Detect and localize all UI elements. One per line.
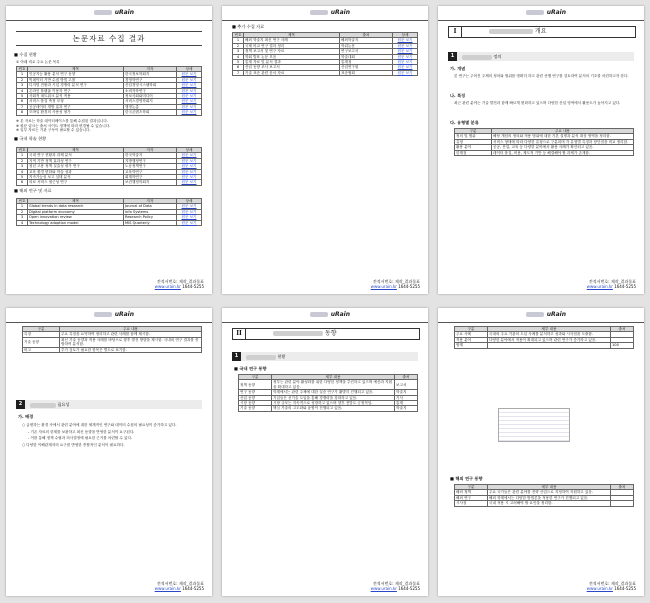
original-link[interactable]: 원문 보기 bbox=[397, 70, 413, 75]
results-table-3 bbox=[16, 198, 202, 226]
column-header: 주요 내용 bbox=[492, 129, 634, 134]
table-cell: Info Systems bbox=[124, 209, 177, 214]
original-link[interactable]: 원문 보기 bbox=[397, 65, 413, 70]
column-header: 번호 bbox=[233, 33, 244, 38]
column-header: 저자 bbox=[124, 199, 177, 204]
original-link[interactable]: 원문 보기 bbox=[181, 77, 197, 82]
table-cell: 회계학연구 bbox=[124, 175, 177, 180]
original-link[interactable]: 원문 보기 bbox=[181, 153, 197, 158]
table-cell: 연구 동향 bbox=[239, 390, 272, 395]
header-logo: uRain bbox=[546, 311, 566, 318]
page-header bbox=[6, 6, 212, 21]
table-cell: 기술 동향 bbox=[23, 337, 60, 347]
column-header: 제목 bbox=[28, 67, 124, 72]
column-header: 번호 bbox=[17, 148, 28, 153]
column-header: 번호 bbox=[17, 199, 28, 204]
section-bar: 1 현황 bbox=[232, 352, 418, 361]
original-link[interactable]: 원문 보기 bbox=[181, 209, 197, 214]
column-header: 상세 bbox=[177, 67, 202, 72]
table-cell: 활용 분야 bbox=[455, 145, 492, 150]
header-logo: uRain bbox=[330, 9, 350, 16]
original-link[interactable]: 원문 보기 bbox=[397, 54, 413, 59]
table-row bbox=[455, 150, 634, 155]
page-footer: 견적서번호: 제작_결과물표 www.urain.kr 1644-5255 bbox=[154, 279, 204, 289]
table-cell bbox=[611, 501, 634, 506]
table-cell: 3 bbox=[17, 164, 28, 169]
column-header: 세부 내용 bbox=[488, 485, 611, 490]
table-cell: 국제 비교 연구 결과 정리 bbox=[244, 43, 340, 48]
table-row bbox=[17, 110, 202, 115]
document-page-3 bbox=[438, 6, 644, 294]
document-page-6 bbox=[438, 308, 644, 596]
table-cell: 6 bbox=[17, 180, 28, 185]
table-cell: 정의 및 범위 bbox=[455, 134, 492, 139]
trend-table-continued bbox=[454, 326, 634, 349]
original-link[interactable]: 원문 보기 bbox=[181, 180, 197, 185]
logo-mark bbox=[94, 10, 112, 15]
note-line: ※ 본 자료는 학술 데이터베이스를 통해 수집된 결과입니다. bbox=[16, 119, 108, 123]
document-page-5 bbox=[222, 308, 428, 596]
trend-table bbox=[238, 374, 418, 412]
column-header: 상세 bbox=[393, 33, 418, 38]
table-cell: 학술지 bbox=[395, 406, 418, 411]
original-link[interactable]: 원문 보기 bbox=[397, 38, 413, 43]
table-cell: Journal of Data bbox=[124, 204, 177, 209]
table-cell: 국내 연구 현황과 과제 분석 bbox=[28, 153, 124, 158]
column-header: 상세 bbox=[177, 199, 202, 204]
section-bar: 2 필요성 bbox=[16, 400, 202, 409]
page-footer: 견적서번호: 제작_결과물표 www.urain.kr 1644-5255 bbox=[586, 581, 636, 591]
table-cell: 4 bbox=[17, 220, 28, 225]
document-page-4 bbox=[6, 308, 212, 596]
overseas-table bbox=[454, 484, 634, 507]
table-cell bbox=[177, 220, 202, 225]
table-cell: Research Policy bbox=[124, 215, 177, 220]
table-cell: 한계점 bbox=[455, 150, 492, 155]
table-cell: 산업경영시스템학회 bbox=[124, 83, 177, 88]
logo-mark bbox=[310, 312, 328, 317]
page-footer: 견적서번호: 제작_결과물표 www.urain.kr 1644-5255 bbox=[370, 581, 420, 591]
original-link[interactable]: 원문 보기 bbox=[397, 43, 413, 48]
notes bbox=[16, 119, 202, 133]
column-header: 저자 bbox=[124, 148, 177, 153]
table-cell: 시사점 bbox=[455, 501, 488, 506]
table-cell: 2 bbox=[233, 43, 244, 48]
column-header: 제목 bbox=[244, 33, 340, 38]
column-header: 주요 내용 bbox=[60, 327, 202, 332]
table-cell: 산업 동향 조사 보고서 bbox=[244, 65, 340, 70]
table-cell: 다양한 분야에서 적용이 확대되고 있으며 관련 연구가 증가하고 있음. bbox=[488, 337, 611, 342]
table-cell: 의료 서비스 접근성 연구 bbox=[28, 180, 124, 185]
table-cell: 기업들은 신기술 도입을 통해 경쟁력을 강화하고 있음. bbox=[272, 395, 395, 400]
column-header: 구분 bbox=[455, 485, 488, 490]
table-cell: 보고서 bbox=[395, 380, 418, 390]
table-cell: 1 bbox=[17, 153, 28, 158]
table-cell: 공공, 산업, 교육 등 다양한 분야에서 활용 사례가 확산되고 있음. bbox=[492, 145, 634, 150]
column-header: 상세 bbox=[177, 148, 202, 153]
table-cell: 1 bbox=[233, 38, 244, 43]
table-cell: 5 bbox=[17, 94, 28, 99]
table-row bbox=[239, 380, 418, 390]
table-cell: MIS Quarterly bbox=[124, 220, 177, 225]
table-row bbox=[455, 501, 634, 506]
table-cell: 해외 학계에서는 다양한 방법론을 적용한 연구가 진행되고 있음. bbox=[488, 495, 611, 500]
table-cell: 추가 검토가 필요한 항목은 별도로 표기함. bbox=[60, 347, 202, 352]
column-header: 제목 bbox=[28, 199, 124, 204]
header-logo: uRain bbox=[114, 311, 134, 318]
logo-mark bbox=[94, 312, 112, 317]
results-table bbox=[232, 32, 418, 76]
subheading: ■ 해외 연구 동향 bbox=[450, 476, 483, 481]
table-cell: 지방행정연구 bbox=[124, 158, 177, 163]
subheading: 가. 개념 bbox=[450, 66, 466, 71]
table-row bbox=[233, 70, 418, 75]
document-page-2 bbox=[222, 6, 428, 294]
page-header bbox=[6, 308, 212, 323]
table-cell: 국내 적용 시 고려해야 할 요인을 정리함. bbox=[488, 501, 611, 506]
results-table-2 bbox=[16, 147, 202, 186]
table-cell: 100 bbox=[611, 343, 634, 348]
table-cell: 산업연구원 bbox=[340, 65, 393, 70]
table-cell: 3 bbox=[17, 83, 28, 88]
table-cell: 유형 bbox=[455, 139, 492, 144]
page-header bbox=[222, 308, 428, 323]
footer-link[interactable]: www.urain.kr bbox=[586, 284, 613, 289]
summary-table bbox=[22, 326, 202, 353]
bullet-item: ○ 다양한 이해관계자의 요구를 반영한 종합적인 분석이 필요하다. bbox=[22, 442, 125, 447]
footer-link[interactable]: www.urain.kr bbox=[370, 586, 397, 591]
page-header bbox=[222, 6, 428, 21]
original-link[interactable]: 원문 보기 bbox=[181, 220, 197, 225]
table-cell: 표준협회 bbox=[340, 70, 393, 75]
bullet-list bbox=[22, 423, 202, 449]
table-cell: 5 bbox=[17, 175, 28, 180]
table-row bbox=[17, 220, 202, 225]
table-cell: 6 bbox=[17, 99, 28, 104]
table-cell bbox=[393, 70, 418, 75]
table-cell: 정책 동향 bbox=[239, 380, 272, 390]
table-cell bbox=[177, 180, 202, 185]
note-line: ※ 원문 링크는 출처 사이트 정책에 따라 변경될 수 있습니다. bbox=[16, 123, 111, 128]
table-cell: 통계청 bbox=[340, 60, 393, 65]
column-header: 출처 bbox=[340, 33, 393, 38]
column-header: 저자 bbox=[124, 67, 177, 72]
table-cell: 적용 분야 bbox=[455, 337, 488, 342]
table-cell: 기술 표준 관련 문서 자료 bbox=[244, 70, 340, 75]
table-cell: 서비스 품질 측정 모형 bbox=[28, 99, 124, 104]
table-cell: 인공지능 활용 분석 연구 동향 bbox=[28, 72, 124, 77]
section-heading: ■ 국내 학술 현황 bbox=[14, 136, 47, 141]
table-cell: 정부는 관련 분야 활성화를 위한 다양한 정책을 추진하고 있으며 예산과 지원을 확대하고 있음. bbox=[272, 380, 395, 390]
table-cell: 지속가능성 보고 실태 분석 bbox=[28, 175, 124, 180]
table-cell: 학계에서는 관련 주제에 대한 실증 연구가 활발히 진행되고 있음. bbox=[272, 390, 395, 395]
footer-link[interactable]: www.urain.kr bbox=[154, 284, 181, 289]
header-logo: uRain bbox=[546, 9, 566, 16]
column-header: 번호 bbox=[17, 67, 28, 72]
subheading: 나. 특징 bbox=[450, 93, 466, 98]
paragraph: 본 연구는 주어진 주제의 정의와 범위를 명확히 하고 관련 선행 연구를 검토하여 분석의 기초를 마련하고자 한다. bbox=[454, 74, 629, 78]
section-heading: ■ 해외 연구 및 자료 bbox=[14, 188, 52, 193]
table-cell: 1 bbox=[17, 204, 28, 209]
table-cell: 경영학연구 bbox=[124, 77, 177, 82]
table-cell: 공공데이터 개방 효과 연구 bbox=[28, 104, 124, 109]
chapter-heading: II 동향 bbox=[232, 328, 420, 340]
table-cell: 7 bbox=[233, 70, 244, 75]
table-cell: 한국정보학회지 bbox=[124, 72, 177, 77]
column-header: 제목 bbox=[28, 148, 124, 153]
table-cell: 1 bbox=[17, 72, 28, 77]
page-footer: 견적서번호: 제작_결과물표 www.urain.kr 1644-5255 bbox=[370, 279, 420, 289]
table-cell: 4 bbox=[17, 88, 28, 93]
table-cell: 7 bbox=[17, 104, 28, 109]
logo-mark bbox=[526, 10, 544, 15]
table-cell: 노동정책연구 bbox=[124, 164, 177, 169]
section-heading: ■ 수집 현황 bbox=[14, 52, 37, 57]
page-header bbox=[438, 6, 644, 21]
table-cell: 해외학술지 bbox=[340, 38, 393, 43]
table-cell: 통계 bbox=[395, 401, 418, 406]
table-cell: 시장 동향 bbox=[239, 401, 272, 406]
table-cell: 6 bbox=[233, 65, 244, 70]
table-cell: 한국학술지 bbox=[124, 153, 177, 158]
table-cell: 주요 특징을 요약하여 정리하고 관련 사례를 함께 제시함. bbox=[60, 332, 202, 337]
original-link[interactable]: 원문 보기 bbox=[181, 94, 197, 99]
table-cell: 서비스경영학회지 bbox=[124, 99, 177, 104]
original-link[interactable]: 원문 보기 bbox=[397, 49, 413, 54]
subheading: ■ 국내 연구 동향 bbox=[234, 366, 267, 371]
table-cell: 서비스 형태에 따라 다양한 유형으로 구분되며 각 유형별 특징과 장단점을 비교 정리함. bbox=[492, 139, 634, 144]
original-link[interactable]: 원문 보기 bbox=[181, 99, 197, 104]
table-cell: 최신 기술 동향과 적용 사례를 바탕으로 향후 발전 방향을 제시함. 국내외 연구 결과를 종합하여 분석함. bbox=[60, 337, 202, 347]
table-cell: 학술대회 bbox=[340, 54, 393, 59]
footer-link[interactable]: www.urain.kr bbox=[154, 586, 181, 591]
page-footer: 견적서번호: 제작_결과물표 www.urain.kr 1644-5255 bbox=[586, 279, 636, 289]
column-header: 구분 bbox=[455, 129, 492, 134]
subheading: 다. 유형별 분류 bbox=[450, 120, 479, 125]
original-link[interactable]: 원문 보기 bbox=[181, 104, 197, 109]
subheading: ① 아래 비교 주요 논문 목록 bbox=[16, 60, 60, 64]
table-cell: 3 bbox=[17, 215, 28, 220]
note-line: ※ 일부 자료는 기관 구독이 필요할 수 있습니다. bbox=[16, 128, 91, 133]
table-cell: 해당 개념의 정의와 적용 범위에 대한 기본 설명과 분석 대상 영역을 정리함. bbox=[492, 134, 634, 139]
table-cell: 2 bbox=[17, 77, 28, 82]
page-header bbox=[438, 308, 644, 323]
original-link[interactable]: 원문 보기 bbox=[181, 88, 197, 93]
table-cell: 산업 동향 bbox=[239, 395, 272, 400]
table-cell bbox=[177, 110, 202, 115]
section-bar: 1 정의 bbox=[448, 52, 634, 61]
table-cell: 교육학연구 bbox=[124, 169, 177, 174]
page-footer: 견적서번호: 제작_결과물표 www.urain.kr 1644-5255 bbox=[154, 581, 204, 591]
table-cell: 합계 bbox=[455, 343, 488, 348]
table-cell: 디지털 전환과 기업 경쟁력 분석 연구 bbox=[28, 83, 124, 88]
table-cell: 2 bbox=[17, 209, 28, 214]
column-header: 구분 bbox=[23, 327, 60, 332]
table-cell: 사회적 네트워크 분석 적용 bbox=[28, 94, 124, 99]
table-cell: 3 bbox=[233, 49, 244, 54]
table-cell: 모바일 환경의 사용성 평가 bbox=[28, 110, 124, 115]
table-cell: 한국콘텐츠학회 bbox=[124, 110, 177, 115]
table-cell: 해외 연구 bbox=[455, 495, 488, 500]
column-header: 출처 bbox=[611, 327, 634, 332]
footer-link[interactable]: www.urain.kr bbox=[370, 284, 397, 289]
table-cell: 8 bbox=[17, 110, 28, 115]
chapter-heading: I 개요 bbox=[448, 26, 636, 38]
results-table-1 bbox=[16, 66, 202, 116]
section-heading: ■ 추가 수집 자료 bbox=[232, 24, 265, 29]
table-cell bbox=[488, 343, 611, 348]
table-cell: 소비자학연구 bbox=[124, 88, 177, 93]
header-logo: uRain bbox=[330, 311, 350, 318]
table-cell: 4 bbox=[17, 169, 28, 174]
table-cell: Technology adoption model bbox=[28, 220, 124, 225]
table-cell: 4 bbox=[233, 54, 244, 59]
logo-mark bbox=[310, 10, 328, 15]
table-cell: 5 bbox=[233, 60, 244, 65]
table-cell: 국내외 주요 기관의 도입 사례를 분석하고 성과와 시사점을 도출함. bbox=[488, 332, 611, 337]
original-link[interactable]: 원문 보기 bbox=[397, 60, 413, 65]
paragraph: 최근 관련 분야는 기술 발전과 함께 빠르게 변화하고 있으며 다양한 산업 영역에서 활용도가 높아지고 있다. bbox=[454, 101, 621, 105]
bullet-item: - 이를 통해 정책 수립과 의사결정에 필요한 근거를 마련할 수 있다. bbox=[28, 436, 133, 441]
table-cell: 특징 bbox=[23, 332, 60, 337]
original-link[interactable]: 원문 보기 bbox=[181, 110, 197, 115]
table-cell: 기사 bbox=[395, 395, 418, 400]
table-cell: 데이터 품질, 비용, 제도적 기반 등 해결해야 할 과제가 존재함. bbox=[492, 150, 634, 155]
original-link[interactable]: 원문 보기 bbox=[181, 83, 197, 88]
table-row bbox=[23, 347, 202, 352]
table-cell: 교육 환경 변화와 학습 성과 bbox=[28, 169, 124, 174]
table-cell: Global trends in data research bbox=[28, 204, 124, 209]
logo-mark bbox=[526, 312, 544, 317]
original-link[interactable]: 원문 보기 bbox=[181, 204, 197, 209]
table-cell: 기술 동향 bbox=[239, 406, 272, 411]
table-row bbox=[239, 406, 418, 411]
column-header: 출처 bbox=[395, 375, 418, 380]
original-link[interactable]: 원문 보기 bbox=[181, 175, 197, 180]
table-cell: 학위논문 bbox=[340, 43, 393, 48]
column-header: 세부 내용 bbox=[488, 327, 611, 332]
table-cell: 주요 사례 bbox=[455, 332, 488, 337]
document-page-1 bbox=[6, 6, 212, 294]
column-header: 구분 bbox=[239, 375, 272, 380]
original-link[interactable]: 원문 보기 bbox=[181, 158, 197, 163]
table-row bbox=[23, 337, 202, 347]
table-cell: 온라인 플랫폼 이용자 연구 bbox=[28, 88, 124, 93]
table-cell: 시장 규모는 지속적으로 성장하고 있으며 향후 전망도 긍정적임. bbox=[272, 401, 395, 406]
page-title: 논문자료 수집 결과 bbox=[16, 31, 202, 46]
table-cell: 보건행정학회지 bbox=[124, 180, 177, 185]
table-row bbox=[17, 180, 202, 185]
table-cell: 해외 정책 bbox=[455, 490, 488, 495]
table-cell: 주요 국가들은 관련 분야를 전략 산업으로 지정하여 지원하고 있음. bbox=[488, 490, 611, 495]
header-logo: uRain bbox=[114, 9, 134, 16]
table-row bbox=[455, 343, 634, 348]
column-header: 출처 bbox=[611, 485, 634, 490]
table-cell: 해외 학술지 최신 연구 사례 bbox=[244, 38, 340, 43]
table-cell: 청년 고용 정책 실효성 평가 연구 bbox=[28, 164, 124, 169]
original-link[interactable]: 원문 보기 bbox=[181, 164, 197, 169]
table-cell: 지역 기반 정책 효과성 연구 bbox=[28, 158, 124, 163]
bullet-item: ○ 급변하는 환경 속에서 관련 분야에 대한 체계적인 연구와 데이터 수집의 필요성이 증가하고 있다. bbox=[22, 423, 177, 427]
table-cell: 빅데이터 기반 수집 방법 고찰 bbox=[28, 77, 124, 82]
column-header: 세부 내용 bbox=[272, 375, 395, 380]
table-cell: 연구보고서 bbox=[340, 49, 393, 54]
original-link[interactable]: 원문 보기 bbox=[181, 215, 197, 220]
original-link[interactable]: 원문 보기 bbox=[181, 169, 197, 174]
table-cell: Open innovation review bbox=[28, 215, 124, 220]
classification-table bbox=[454, 128, 634, 156]
subheading: 가. 배경 bbox=[18, 414, 34, 419]
table-cell: 학술지 bbox=[395, 390, 418, 395]
column-header: 구분 bbox=[455, 327, 488, 332]
table-cell: 통계 자료 및 분석 결과 bbox=[244, 60, 340, 65]
bullet-item: - 기존 자료의 한계를 보완하고 최신 동향을 반영한 분석이 요구된다. bbox=[28, 429, 135, 434]
table-cell: 학회 발표 논문 모음 bbox=[244, 54, 340, 59]
footer-link[interactable]: www.urain.kr bbox=[586, 586, 613, 591]
table-cell: 핵심 기술의 고도화와 융합이 진행되고 있음. bbox=[272, 406, 395, 411]
table-cell: 정보사회와미디어 bbox=[124, 94, 177, 99]
original-link[interactable]: 원문 보기 bbox=[181, 72, 197, 77]
table-cell: 2 bbox=[17, 158, 28, 163]
table-cell: 비고 bbox=[23, 347, 60, 352]
table-cell: 행정논총 bbox=[124, 104, 177, 109]
table-cell: 정책 보고서 및 연구 자료 bbox=[244, 49, 340, 54]
embedded-figure bbox=[498, 408, 570, 442]
table-cell: Digital platform economy bbox=[28, 209, 124, 214]
